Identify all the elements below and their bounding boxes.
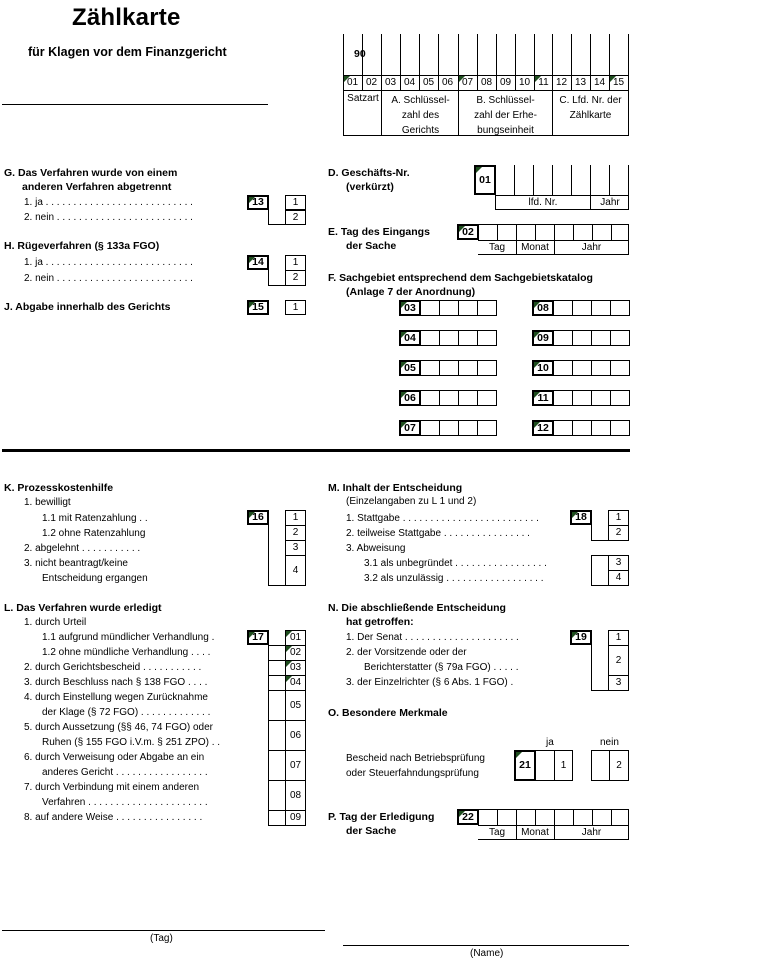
f-cells-05[interactable]: [420, 360, 497, 376]
n-code-box: 19: [570, 630, 592, 645]
k-line-1-2: 1.2 ohne Ratenzahlung: [42, 528, 146, 539]
section-e-heading: E. Tag des Eingangs der Sache: [328, 226, 430, 252]
header-col-9: 09: [499, 77, 512, 88]
l-box-09[interactable]: 09: [285, 810, 306, 826]
f-cells-03[interactable]: [420, 300, 497, 316]
f-cells-10[interactable]: [553, 360, 630, 376]
signature-line-top: [2, 104, 268, 105]
f-code-05: 05: [399, 360, 421, 376]
header-col-14: 14: [593, 77, 606, 88]
n-box-1[interactable]: 1: [608, 630, 629, 646]
l-box-06[interactable]: 06: [285, 720, 306, 751]
f-cells-04[interactable]: [420, 330, 497, 346]
e-tag-label: Tag: [488, 242, 506, 253]
g-code-box: 13: [247, 195, 269, 210]
section-g-heading: G. Das Verfahren wurde von einem anderen Verfahren abgetrennt: [4, 167, 178, 193]
o-line-1: Bescheid nach Betriebsprüfung: [346, 753, 485, 764]
f-code-12: 12: [532, 420, 554, 436]
l-line-1: 1. durch Urteil: [24, 617, 87, 628]
f-cells-11[interactable]: [553, 390, 630, 406]
l-line-8: 8. auf andere Weise . . . . . . . . . . . . . . . .: [24, 812, 203, 823]
name-signature-line: [343, 945, 629, 946]
f-code-10: 10: [532, 360, 554, 376]
form-subtitle: für Klagen vor dem Finanzgericht: [28, 45, 227, 59]
section-l-heading: L. Das Verfahren wurde erledigt: [4, 602, 162, 614]
k-line-1: 1. bewilligt: [24, 497, 71, 508]
l-line-6a: 6. durch Verweisung oder Abgabe an ein: [24, 752, 205, 763]
f-code-03: 03: [399, 300, 421, 316]
l-line-1-1: 1.1 aufgrund mündlicher Verhandlung .: [42, 632, 215, 643]
k-line-2: 2. abgelehnt . . . . . . . . . . .: [24, 543, 141, 554]
o-box-nein[interactable]: 2: [609, 750, 629, 781]
p-tag-label: Tag: [488, 827, 506, 838]
header-col-2: 02: [365, 77, 378, 88]
f-cells-07[interactable]: [420, 420, 497, 436]
l-line-7b: Verfahren . . . . . . . . . . . . . . . . . . . . . .: [42, 797, 208, 808]
g-box-2[interactable]: 2: [285, 210, 306, 225]
k-box-2[interactable]: 2: [285, 525, 306, 541]
f-code-11: 11: [532, 390, 554, 406]
p-monat-label: Monat: [521, 827, 549, 838]
f-code-09: 09: [532, 330, 554, 346]
l-line-3: 3. durch Beschluss nach § 138 FGO . . . .: [24, 677, 208, 688]
header-col-3: 03: [384, 77, 397, 88]
footer-tag-label: (Tag): [150, 933, 173, 944]
f-code-06: 06: [399, 390, 421, 406]
m-line-3: 3. Abweisung: [346, 543, 406, 554]
j-code-box: 15: [247, 300, 269, 315]
f-cells-12[interactable]: [553, 420, 630, 436]
satzart-code: 90: [354, 48, 366, 60]
l-line-5b: Ruhen (§ 155 FGO i.V.m. § 251 ZPO) . .: [42, 737, 221, 748]
m-box-1[interactable]: 1: [608, 510, 629, 526]
k-line-3b: Entscheidung ergangen: [42, 573, 148, 584]
f-cells-08[interactable]: [553, 300, 630, 316]
header-col-13: 13: [574, 77, 587, 88]
header-col-10: 10: [518, 77, 531, 88]
n-box-3[interactable]: 3: [608, 675, 629, 691]
m-box-4[interactable]: 4: [608, 570, 629, 586]
h-box-2[interactable]: 2: [285, 270, 306, 286]
n-box-2[interactable]: 2: [608, 645, 629, 676]
o-ja-label: ja: [546, 737, 554, 748]
m-subheading: (Einzelangaben zu L 1 und 2): [346, 496, 477, 507]
f-code-07: 07: [399, 420, 421, 436]
m-code-box: 18: [570, 510, 592, 525]
l-box-07[interactable]: 07: [285, 750, 306, 781]
h-option-ja: 1. ja . . . . . . . . . . . . . . . . . . . . . . . . . . .: [24, 257, 193, 268]
d-lfd-label: lfd. Nr.: [528, 197, 558, 208]
m-box-2[interactable]: 2: [608, 525, 629, 541]
h-option-nein: 2. nein . . . . . . . . . . . . . . . . . . . . . . . . .: [24, 273, 193, 284]
l-line-1-2: 1.2 ohne mündliche Verhandlung . . . .: [42, 647, 211, 658]
l-code-box: 17: [247, 630, 269, 645]
g-option-nein: 2. nein . . . . . . . . . . . . . . . . . . . . . . . . .: [24, 212, 193, 223]
col-a-label: A. Schlüssel- zahl des Gerichts: [391, 95, 450, 136]
g-option-ja: 1. ja . . . . . . . . . . . . . . . . . . . . . . . . . . .: [24, 197, 193, 208]
l-box-02[interactable]: 02: [285, 645, 306, 661]
e-monat-label: Monat: [521, 242, 549, 253]
k-box-3[interactable]: 3: [285, 540, 306, 556]
o-blank-box-2: [591, 750, 610, 781]
d-code-box: 01: [474, 165, 496, 195]
f-cells-06[interactable]: [420, 390, 497, 406]
m-line-3-1: 3.1 als unbegründet . . . . . . . . . . . . . . . . .: [364, 558, 547, 569]
n-line-2b: Berichterstatter (§ 79a FGO) . . . . .: [364, 662, 519, 673]
n-line-3: 3. der Einzelrichter (§ 6 Abs. 1 FGO) .: [346, 677, 514, 688]
header-col-7: 07: [461, 77, 474, 88]
section-d-heading: D. Geschäfts-Nr. (verkürzt): [328, 167, 410, 193]
l-box-08[interactable]: 08: [285, 780, 306, 811]
section-f-heading: F. Sachgebiet entsprechend dem Sachgebietskatalog (Anlage 7 der Anordnung): [328, 272, 593, 298]
m-line-3-2: 3.2 als unzulässig . . . . . . . . . . . . . . . . . .: [364, 573, 544, 584]
g-box-1[interactable]: 1: [285, 195, 306, 210]
m-line-2: 2. teilweise Stattgabe . . . . . . . . . . . . . . . .: [346, 528, 530, 539]
header-col-15: 15: [612, 77, 625, 88]
section-divider: [2, 449, 630, 452]
section-j-heading: J. Abgabe innerhalb des Gerichts: [4, 301, 171, 313]
header-col-12: 12: [555, 77, 568, 88]
header-col-6: 06: [441, 77, 454, 88]
f-code-04: 04: [399, 330, 421, 346]
section-o-heading: O. Besondere Merkmale: [328, 707, 448, 719]
section-p-heading: P. Tag der Erledigung der Sache: [328, 811, 435, 837]
section-m-heading: M. Inhalt der Entscheidung: [328, 482, 463, 494]
p-jahr-label: Jahr: [581, 827, 602, 838]
h-code-box: 14: [247, 255, 269, 270]
l-box-01[interactable]: 01: [285, 630, 306, 646]
section-h-heading: H. Rügeverfahren (§ 133a FGO): [4, 240, 160, 252]
header-col-1: 01: [346, 77, 359, 88]
header-col-8: 08: [480, 77, 493, 88]
l-line-4a: 4. durch Einstellung wegen Zurücknahme: [24, 692, 208, 703]
k-line-3a: 3. nicht beantragt/keine: [24, 558, 128, 569]
f-cells-09[interactable]: [553, 330, 630, 346]
form-title: Zählkarte: [72, 4, 181, 31]
n-line-1: 1. Der Senat . . . . . . . . . . . . . . . . . . . . .: [346, 632, 519, 643]
m-line-1: 1. Stattgabe . . . . . . . . . . . . . . . . . . . . . . . . .: [346, 513, 539, 524]
l-box-03[interactable]: 03: [285, 660, 306, 676]
o-line-2: oder Steuerfahndungsprüfung: [346, 768, 479, 779]
o-box-ja[interactable]: 1: [554, 750, 573, 781]
l-line-7a: 7. durch Verbindung mit einem anderen: [24, 782, 200, 793]
section-n-heading: N. Die abschließende Entscheidung hat getroffen:: [328, 602, 506, 628]
f-code-08: 08: [532, 300, 554, 316]
satzart-label: Satzart: [347, 93, 379, 104]
d-jahr-label: Jahr: [600, 197, 620, 208]
l-box-04[interactable]: 04: [285, 675, 306, 691]
o-nein-label: nein: [600, 737, 619, 748]
p-code-box: 22: [457, 809, 479, 825]
m-box-3[interactable]: 3: [608, 555, 629, 571]
header-col-4: 04: [403, 77, 416, 88]
e-jahr-label: Jahr: [581, 242, 602, 253]
l-line-6b: anderes Gericht . . . . . . . . . . . . . . . . .: [42, 767, 208, 778]
header-col-5: 05: [422, 77, 435, 88]
o-code-box: 21: [514, 750, 536, 781]
o-blank-box: [535, 750, 555, 781]
h-box-1[interactable]: 1: [285, 255, 306, 271]
header-col-11: 11: [538, 77, 549, 88]
k-box-4[interactable]: 4: [285, 555, 306, 586]
k-line-1-1: 1.1 mit Ratenzahlung . .: [42, 513, 148, 524]
j-box-1[interactable]: 1: [285, 300, 306, 315]
section-k-heading: K. Prozesskostenhilfe: [4, 482, 114, 494]
col-b-label: B. Schlüssel- zahl der Erhe- bungseinheit: [474, 95, 537, 136]
footer-name-label: (Name): [470, 948, 504, 959]
date-signature-line: [2, 930, 325, 931]
k-box-1[interactable]: 1: [285, 510, 306, 526]
k-code-box: 16: [247, 510, 269, 525]
l-line-4b: der Klage (§ 72 FGO) . . . . . . . . . . . . .: [42, 707, 211, 718]
n-line-2a: 2. der Vorsitzende oder der: [346, 647, 467, 658]
l-box-05[interactable]: 05: [285, 690, 306, 721]
col-c-label: C. Lfd. Nr. der Zählkarte: [559, 95, 622, 121]
l-line-2: 2. durch Gerichtsbescheid . . . . . . . . . . .: [24, 662, 202, 673]
l-line-5a: 5. durch Aussetzung (§§ 46, 74 FGO) oder: [24, 722, 213, 733]
e-code-box: 02: [457, 224, 479, 240]
